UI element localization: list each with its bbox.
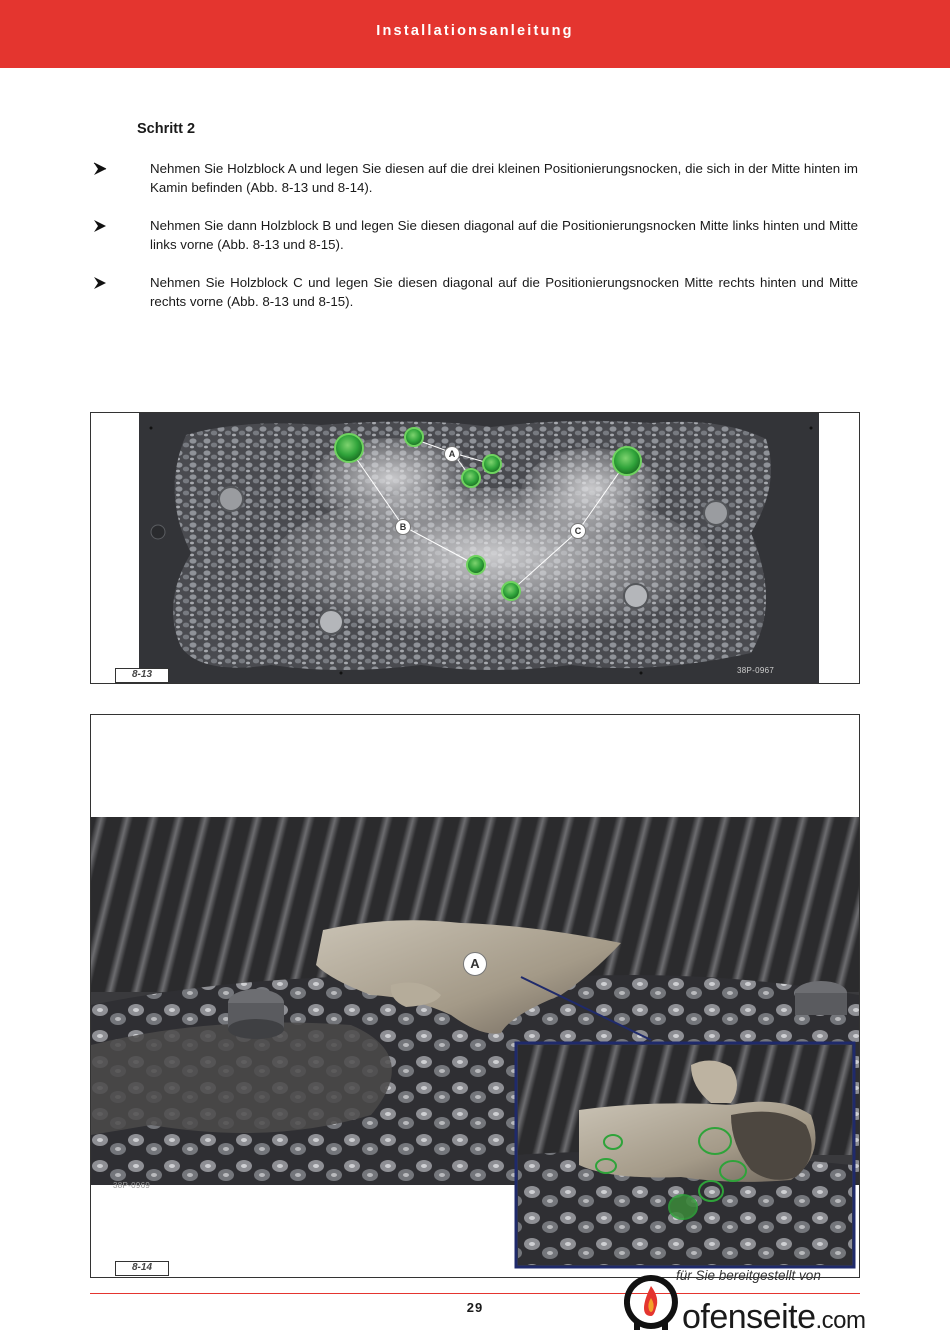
brand-tld: .com bbox=[815, 1307, 866, 1334]
callout-b: B bbox=[395, 519, 411, 535]
callout-a: A bbox=[463, 952, 487, 976]
stove-flame-logo-icon bbox=[624, 1274, 678, 1332]
instruction-text: Nehmen Sie dann Holzblock B und legen Sie diesen diagonal auf die Positionierungsnocken Mitte links hinten und Mitte links vorne (Abb. 8-13 und 8-15). bbox=[150, 218, 858, 252]
figure-8-14 bbox=[90, 714, 860, 1278]
footer-divider bbox=[90, 1293, 860, 1294]
instruction-text: Nehmen Sie Holzblock A und legen Sie diesen auf die drei kleinen Positionierungsnocken, die sich in der Mitte hinten im Kamin befinden (Abb. 8-13 und 8-14). bbox=[150, 161, 858, 195]
callout-a: A bbox=[444, 446, 460, 462]
page-header bbox=[0, 0, 950, 68]
photo-code: 38P-0969 bbox=[113, 1181, 151, 1190]
figure-8-13 bbox=[90, 412, 860, 684]
arrow-bullet-icon bbox=[92, 218, 108, 234]
firebed-top-view-image bbox=[91, 413, 859, 683]
promo-text: für Sie bereitgestellt von bbox=[676, 1268, 821, 1283]
figure-label: 8-13 bbox=[115, 668, 169, 683]
page-number: 29 bbox=[466, 1300, 484, 1315]
photo-code: 38P-0967 bbox=[737, 666, 775, 675]
step-heading: Schritt 2 bbox=[137, 121, 196, 137]
instruction-text: Nehmen Sie Holzblock C und legen Sie diesen diagonal auf die Positionierungsnocken Mitte rechts hinten und Mitte rechts vorne (Abb. 8-13 und 8-15). bbox=[150, 275, 858, 309]
brand-logo-text bbox=[682, 1298, 866, 1337]
brand-name: ofenseite bbox=[682, 1298, 816, 1336]
header-title: Installationsanleitung bbox=[376, 23, 574, 39]
arrow-bullet-icon bbox=[92, 161, 108, 177]
log-a-photo bbox=[91, 715, 859, 1277]
callout-c: C bbox=[570, 523, 586, 539]
arrow-bullet-icon bbox=[92, 275, 108, 291]
figure-label: 8-14 bbox=[115, 1261, 169, 1276]
